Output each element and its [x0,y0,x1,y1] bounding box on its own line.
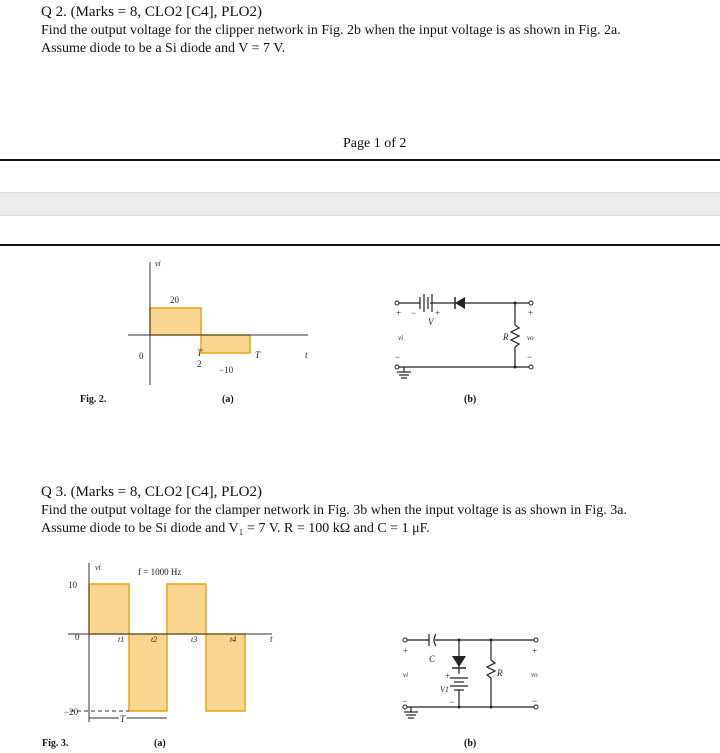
figure-stroke [395,301,399,305]
figure-label: R [497,668,503,678]
figure-label: t [305,350,308,360]
figure-label: vo [527,334,534,342]
figure-label: + [532,646,538,656]
figure-label: vo [531,671,538,679]
figure-label: T [197,348,203,358]
pulse [167,584,206,634]
page-indicator: Page 1 of 2 [343,136,407,151]
pulse [206,634,245,711]
figure-label: t [270,634,273,644]
figure-label: t1 [118,635,125,644]
diode-icon [452,656,466,667]
figure-stroke [514,366,517,369]
page-gap [0,192,720,216]
fig3a-label: (a) [154,738,166,749]
q2-line1: Find the output voltage for the clipper network in Fig. 2b when the input voltage is as shown in Fig. 2a. [41,23,621,38]
q3-line1: Find the output voltage for the clamper network in Fig. 3b when the input voltage is as shown in Fig. 3a. [41,503,627,518]
figure-label: − [402,696,408,706]
figure-label: + [435,308,441,318]
figure-stroke [487,660,495,678]
figure-label: vi [403,671,409,679]
figure-label: vi [95,563,101,572]
figure-stroke [403,638,407,642]
q3-title: Q 3. (Marks = 8, CLO2 [C4], PLO2) [41,484,262,500]
figure-label: f = 1000 Hz [138,567,182,577]
figure-stroke [529,365,533,369]
figure-label: t4 [230,635,237,644]
figure-label: 10 [68,580,77,590]
figure-label: T [120,714,126,724]
positive-pulse [150,308,201,335]
figure-label: + [403,646,409,656]
figure-label: + [528,308,534,318]
fig3-label: Fig. 3. [42,738,69,749]
figure-label: − [411,308,417,318]
negative-pulse [201,335,250,353]
figure-label: 2 [197,359,202,369]
pulse [89,584,129,634]
figure-label: t2 [151,635,158,644]
figure-label: −10 [219,365,234,375]
figure-label: vi [155,259,161,268]
figure-stroke [89,584,245,711]
figure-label: V [428,317,434,327]
figure-label: − [532,696,538,706]
divider [0,244,720,246]
figure-label: C [429,654,436,664]
figure-label: − [449,697,455,707]
figure-label: t3 [191,635,198,644]
figure-stroke [490,639,493,642]
figure-label: 0 [75,632,80,642]
figure-label: + [396,308,402,318]
figure-stroke [490,706,493,709]
figure-label: − [527,352,533,362]
figure-stroke [404,634,538,718]
figure-stroke [514,302,517,305]
q2-line2: Assume diode to be a Si diode and V = 7 V. [41,41,286,56]
figure-label: T [255,350,261,360]
divider [0,159,720,161]
figure-stroke [511,325,519,347]
pulse [129,634,167,711]
q2-title: Q 2. (Marks = 8, CLO2 [C4], PLO2) [41,4,262,20]
fig3b-label: (b) [464,738,477,749]
figure-label: V1 [440,685,449,694]
figure-label: − [395,352,401,362]
fig2b-label: (b) [464,394,477,405]
q3-line2: Assume diode to be Si diode and V₁ = 7 V. R = 100 kΩ and C = 1 μF. [41,521,430,536]
figure-label: + [445,671,451,681]
figure-stroke [395,365,399,369]
figure-stroke [529,301,533,305]
figure-label: −20 [64,707,79,717]
figure-label: vi [398,334,404,342]
figure-stroke [458,639,461,642]
figure-stroke [458,706,461,709]
fig2-label: Fig. 2. [80,394,107,405]
diode-icon [455,297,465,309]
figure-label: 20 [170,295,179,305]
figure-label: R [503,332,509,342]
fig2a-label: (a) [222,394,234,405]
figure-label: 0 [139,351,144,361]
figure-stroke [534,638,538,642]
